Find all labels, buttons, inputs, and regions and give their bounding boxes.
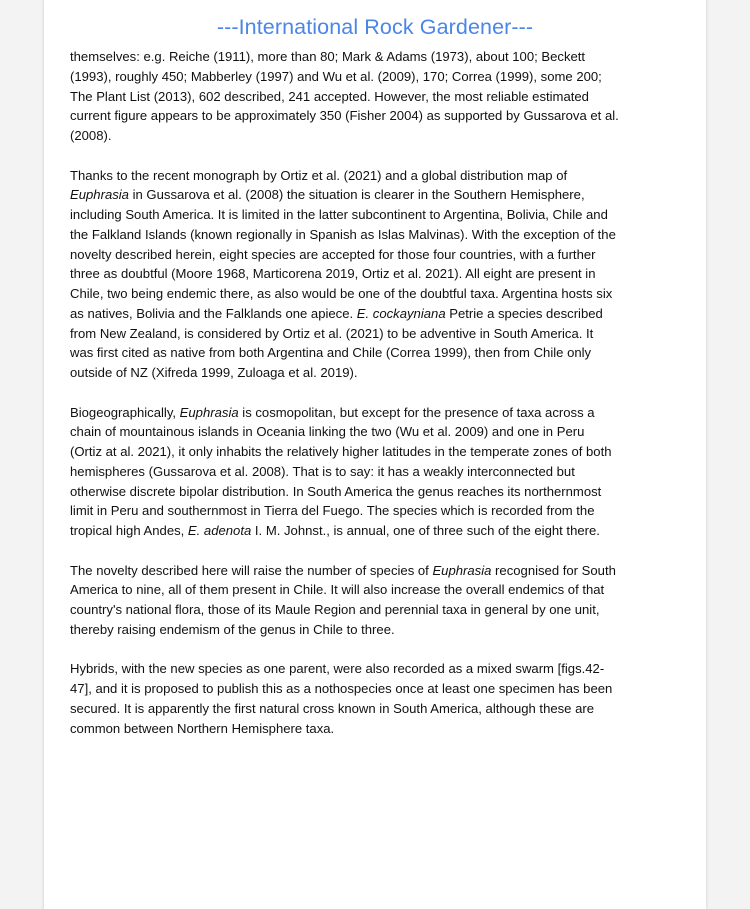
text-run: recognised for South — [491, 562, 616, 578]
text-line — [70, 284, 686, 304]
text-run: themselves: e.g. Reiche (1911), more than 80; Mark & Adams (1973), about 100; Beckett — [70, 49, 586, 64]
paragraph — [70, 47, 686, 146]
paragraph — [70, 659, 686, 738]
text-run: Chile, two being endemic there, as also would be one of the doubtful taxa. Argentina hosts six — [70, 286, 613, 301]
text-line — [70, 561, 686, 581]
italic-taxon-name: Euphrasia — [179, 404, 239, 420]
text-run: novelty described herein, eight species are accepted for those four countries, with a further — [70, 246, 596, 262]
text-run: the Falkland Islands (known regionally in Spanish as Islas Malvinas). With the exception of the — [70, 226, 616, 242]
page-header-title: ---International Rock Gardener--- — [216, 15, 534, 39]
text-run: is cosmopolitan, but except for the presence of taxa across a — [238, 404, 595, 420]
text-line — [70, 126, 686, 146]
text-run: three as doubtful (Moore 1968, Marticorena 2019, Ortiz et al. 2021). All eight are present in — [70, 266, 596, 282]
text-line — [70, 501, 686, 521]
text-run: chain of mountainous islands in Oceania linking the two (Wu et al. 2009) and one in Peru — [70, 424, 585, 440]
text-line — [70, 719, 686, 739]
text-run: outside of NZ (Xifreda 1999, Zuloaga et al. 2019). — [70, 365, 358, 380]
text-line — [70, 521, 686, 541]
italic-taxon-name: Euphrasia — [70, 187, 129, 203]
paragraph — [70, 561, 686, 640]
text-run: current figure appears to be approximately 350 (Fisher 2004) as supported by Gussarova et al. — [70, 108, 619, 124]
text-run: country's national flora, those of its Maule Region and perennial taxa in general by one unit, — [70, 602, 600, 617]
italic-taxon-name: Euphrasia — [432, 562, 492, 578]
text-line — [70, 403, 686, 423]
document-page — [44, 0, 706, 909]
text-run: (1993), roughly 450; Mabberley (1997) and Wu et al. (2009), 170; Correa (1999), some 200; — [70, 68, 602, 84]
paragraph — [70, 403, 686, 541]
text-run: I. M. Johnst., is annual, one of three such of the eight there. — [251, 523, 600, 538]
text-run: (2008). — [70, 128, 112, 143]
text-run: was first cited as native from both Argentina and Chile (Correa 1999), then from Chile only — [70, 345, 592, 361]
text-run: (Ortiz at al. 2021), it only inhabits the relatively higher latitudes in the temperate zones of both — [70, 444, 612, 459]
text-line — [70, 620, 686, 640]
text-run: Biogeographically, — [70, 404, 180, 420]
text-run: otherwise discrete bipolar distribution. In South America the genus reaches its northernmost — [70, 483, 602, 499]
text-run: America to nine, all of them present in Chile. It will also increase the overall endemics of that — [70, 582, 605, 598]
text-line — [70, 659, 686, 679]
text-run: limit in Peru and southernmost in Tierra del Fuego. The species which is recorded from the — [70, 503, 595, 519]
text-line — [70, 580, 686, 600]
text-line — [70, 166, 686, 186]
text-run: secured. It is apparently the first natural cross known in South America, although these are — [70, 700, 595, 716]
text-run: including South America. It is limited in the latter subcontinent to Argentina, Bolivia, Chile and — [70, 207, 608, 222]
text-run: in Gussarova et al. (2008) the situation is clearer in the Southern Hemisphere, — [128, 187, 585, 203]
text-run: Thanks to the recent monograph by Ortiz et al. (2021) and a global distribution map of — [70, 167, 568, 183]
text-run: thereby raising endemism of the genus in Chile to three. — [70, 621, 395, 637]
text-line — [70, 264, 686, 284]
text-line — [70, 699, 686, 719]
text-run: hemispheres (Gussarova et al. 2008). That is to say: it has a weakly interconnected but — [70, 463, 575, 479]
text-line — [70, 600, 686, 620]
text-line — [70, 47, 686, 67]
text-line — [70, 442, 686, 462]
text-line — [70, 343, 686, 363]
text-line — [70, 304, 686, 324]
text-run: Petrie a species described — [445, 305, 603, 321]
text-line — [70, 462, 686, 482]
text-run: 47], and it is proposed to publish this as a nothospecies once at least one specimen has been — [70, 681, 613, 696]
text-run: The Plant List (2013), 602 described, 241 accepted. However, the most reliable estimated — [70, 88, 589, 104]
text-line — [70, 363, 686, 383]
text-line — [70, 185, 686, 205]
text-line — [70, 245, 686, 265]
italic-taxon-name: E. cockayniana — [356, 305, 446, 321]
text-run: Hybrids, with the new species as one parent, were also recorded as a mixed swarm [figs.42- — [70, 661, 605, 677]
text-line — [70, 87, 686, 107]
text-line — [70, 422, 686, 442]
text-run: The novelty described here will raise the number of species of — [70, 562, 433, 578]
text-run: tropical high Andes, — [70, 523, 188, 538]
text-run: from New Zealand, is considered by Ortiz et al. (2021) to be adventive in South America. It — [70, 325, 594, 341]
text-line — [70, 205, 686, 225]
text-line — [70, 679, 686, 699]
paragraph — [70, 166, 686, 383]
text-run: as natives, Bolivia and the Falklands one apiece. — [70, 305, 357, 321]
text-line — [70, 106, 686, 126]
text-run: common between Northern Hemisphere taxa. — [70, 720, 335, 736]
italic-taxon-name: E. adenota — [187, 523, 252, 538]
text-line — [70, 482, 686, 502]
text-line — [70, 324, 686, 344]
text-line — [70, 225, 686, 245]
article-body — [70, 47, 686, 758]
text-line — [70, 67, 686, 87]
